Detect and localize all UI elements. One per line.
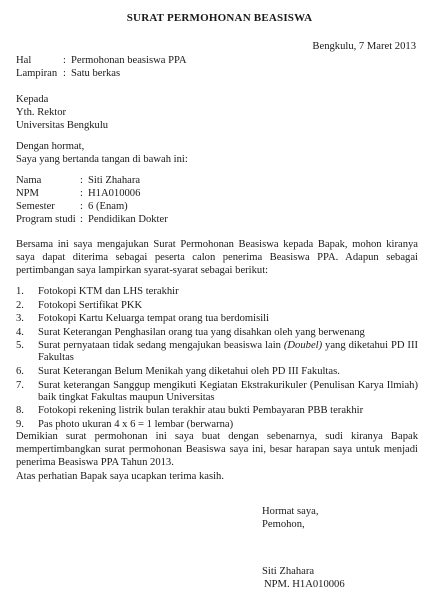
biodata-colon: : — [80, 188, 83, 199]
biodata-row — [16, 213, 168, 226]
signoff-block — [262, 505, 318, 531]
signer-name: Siti Zhahara — [262, 566, 315, 577]
signoff-line: Hormat saya, — [262, 506, 319, 517]
intro-paragraph: Bersama ini saya mengajukan Surat Permohonan Beasiswa kepada Bapak, mohon kiranya saya dapat diterima sebagai peserta calon penerima Beasiswa PPA. Adapun sebagai pertimbangan saya lampirkan syarat-syarat sebagai berikut: — [16, 239, 418, 276]
signer-block — [262, 565, 345, 591]
meta-row-attachment — [16, 67, 187, 80]
thanks-line: Atas perhatian Bapak saya ucapkan terima kasih. — [16, 471, 224, 482]
recipient-line: Universitas Bengkulu — [16, 120, 109, 131]
list-item-number: 4. — [16, 326, 24, 338]
list-item-number: 6. — [16, 365, 24, 377]
biodata-row — [16, 187, 168, 200]
biodata-colon: : — [80, 175, 83, 186]
biodata-label: Semester — [16, 201, 55, 212]
biodata-label: NPM — [16, 188, 39, 199]
list-item-emphasis: (Doubel) — [283, 340, 323, 352]
list-item — [16, 405, 418, 417]
biodata-row — [16, 174, 168, 187]
list-item-text: Pas photo ukuran 4 x 6 = 1 lembar (berwarna) — [38, 418, 234, 430]
list-item-text: Surat Keterangan Belum Menikah yang diketahui oleh PD III Fakultas. — [38, 365, 340, 377]
meta-row-subject — [16, 54, 187, 67]
list-item — [16, 380, 418, 404]
recipient-line: Yth. Rektor — [16, 107, 67, 118]
recipient-line: Kepada — [16, 94, 49, 105]
meta-value: Satu berkas — [71, 68, 121, 79]
list-item-text: Surat Keterangan Penghasilan orang tua yang disahkan oleh yang berwenang — [38, 326, 365, 338]
meta-label: Hal — [16, 55, 32, 66]
letter-title: SURAT PERMOHONAN BEASISWA — [126, 12, 313, 24]
list-item-text: Fotokopi KTM dan LHS terakhir — [38, 286, 179, 297]
biodata-row — [16, 200, 168, 213]
list-item — [16, 313, 418, 325]
meta-value: Permohonan beasiswa PPA — [71, 55, 187, 66]
list-item-number: 8. — [16, 405, 24, 417]
greeting-block — [16, 140, 188, 166]
list-item-text: Fotokopi Sertifikat PKK — [38, 299, 143, 311]
list-item-number: 9. — [16, 418, 24, 430]
list-item-number: 5. — [16, 340, 24, 352]
letter-meta — [16, 54, 187, 80]
biodata-value: H1A010006 — [88, 188, 141, 199]
biodata-colon: : — [80, 214, 83, 225]
meta-colon: : — [63, 55, 66, 66]
list-item — [16, 366, 418, 378]
list-item-text: Surat pernyataan tidak sedang mengajukan beasiswa lain (Doubel) yang diketahui PD III Fakultas — [38, 340, 419, 364]
greeting-line: Saya yang bertanda tangan di bawah ini: — [16, 154, 188, 165]
signer-npm: NPM. H1A010006 — [264, 579, 345, 590]
biodata-value: Siti Zhahara — [88, 175, 141, 186]
biodata-label: Program studi — [16, 214, 76, 225]
greeting-line: Dengan hormat, — [16, 141, 85, 152]
recipient-block — [16, 93, 108, 132]
biodata-colon: : — [80, 201, 83, 212]
biodata-label: Nama — [16, 175, 42, 186]
list-item-number: 3. — [16, 313, 24, 325]
closing-paragraph: Demikian surat permohonan ini saya buat dengan sebenarnya, sudi kiranya Bapak mempertimbangkan surat permohonan Beasiswa saya ini, besar harapan saya untuk menjadi penerima Beasiswa PPA Tahun 2013. — [16, 431, 418, 468]
list-item-text: Fotokopi Kartu Keluarga tempat orang tua berdomisili — [38, 313, 270, 325]
list-item — [16, 340, 418, 364]
biodata-value: 6 (Enam) — [88, 201, 128, 212]
list-item — [16, 419, 418, 431]
signoff-line: Pemohon, — [262, 519, 305, 530]
list-item — [16, 286, 418, 298]
meta-colon: : — [63, 68, 66, 79]
biodata-block — [16, 174, 168, 226]
list-item-number: 2. — [16, 299, 24, 311]
biodata-value: Pendidikan Dokter — [88, 214, 168, 225]
list-item-number: 1. — [16, 286, 24, 297]
meta-label: Lampiran — [16, 68, 58, 79]
list-item — [16, 300, 418, 312]
list-item-text: Fotokopi rekening listrik bulan terakhir atau bukti Pembayaran PBB terakhir — [38, 405, 364, 417]
list-item-text: Surat keterangan Sanggup mengikuti Kegiatan Ekstrakurikuler (Penulisan Karya Ilmiah) baik tingkat Fakultas maupun Universitas — [38, 379, 418, 403]
letter-date: Bengkulu, 7 Maret 2013 — [312, 41, 416, 52]
list-item — [16, 327, 418, 339]
requirements-list — [16, 286, 418, 432]
list-item-number: 7. — [16, 379, 24, 391]
